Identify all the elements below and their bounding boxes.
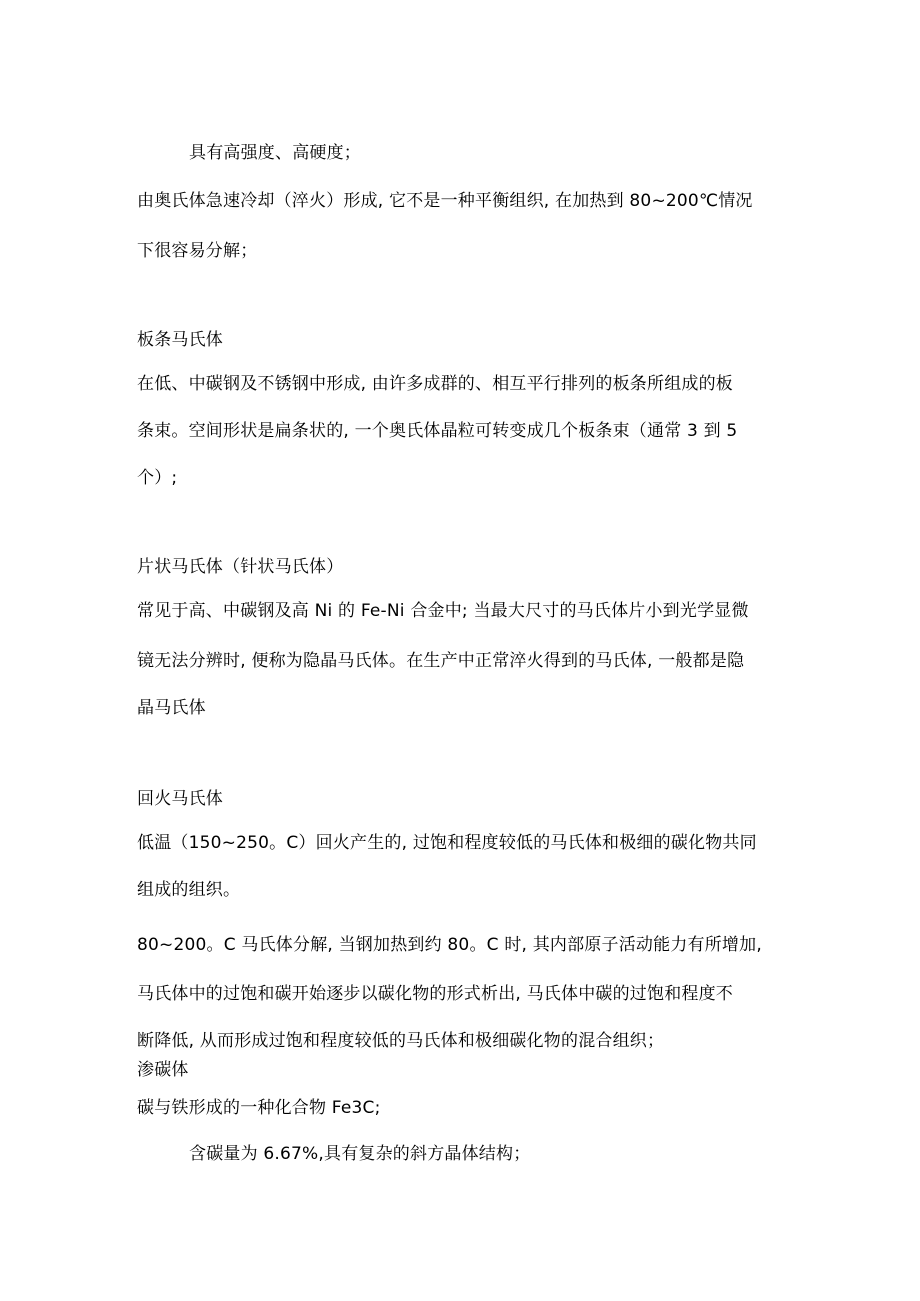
text-line: 组成的组织。 — [137, 880, 241, 900]
text-line: 下很容易分解； — [137, 241, 258, 261]
text-line: 个）; — [137, 468, 178, 488]
text-line: 低温（150~250。C）回火产生的, 过饱和程度较低的马氏体和极细的碳化物共同 — [137, 833, 757, 853]
section-heading: 回火马氏体 — [137, 789, 223, 809]
text-line: 由奥氏体急速冷却（淬火）形成, 它不是一种平衡组织, 在加热到 80~200℃情况 — [137, 191, 753, 211]
text-line: 马氏体中的过饱和碳开始逐步以碳化物的形式析出, 马氏体中碳的过饱和程度不 — [137, 984, 734, 1004]
section-heading: 片状马氏体（针状马氏体） — [137, 557, 344, 577]
text-line: 镜无法分辨时, 便称为隐晶马氏体。在生产中正常淬火得到的马氏体, 一般都是隐 — [137, 651, 745, 671]
text-line: 条束。空间形状是扁条状的, 一个奥氏体晶粒可转变成几个板条束（通常 3 到 5 — [137, 421, 738, 441]
text-line: 晶马氏体 — [137, 698, 206, 718]
text-line: 断降低, 从而形成过饱和程度较低的马氏体和极细碳化物的混合组织； — [137, 1031, 665, 1051]
text-line: 80~200。C 马氏体分解, 当钢加热到约 80。C 时, 其内部原子活动能力有所增加, — [137, 935, 762, 955]
section-heading: 渗碳体 — [137, 1060, 189, 1080]
text-line: 具有高强度、高硬度； — [189, 143, 361, 163]
text-line: 在低、中碳钢及不锈钢中形成, 由许多成群的、相互平行排列的板条所组成的板 — [137, 374, 734, 394]
section-heading: 板条马氏体 — [137, 330, 223, 350]
text-line: 碳与铁形成的一种化合物 Fe3C; — [137, 1098, 381, 1118]
text-line: 含碳量为 6.67%,具有复杂的斜方晶体结构； — [189, 1144, 531, 1164]
text-line: 常见于高、中碳钢及高 Ni 的 Fe-Ni 合金中; 当最大尺寸的马氏体片小到光学显微 — [137, 601, 749, 621]
